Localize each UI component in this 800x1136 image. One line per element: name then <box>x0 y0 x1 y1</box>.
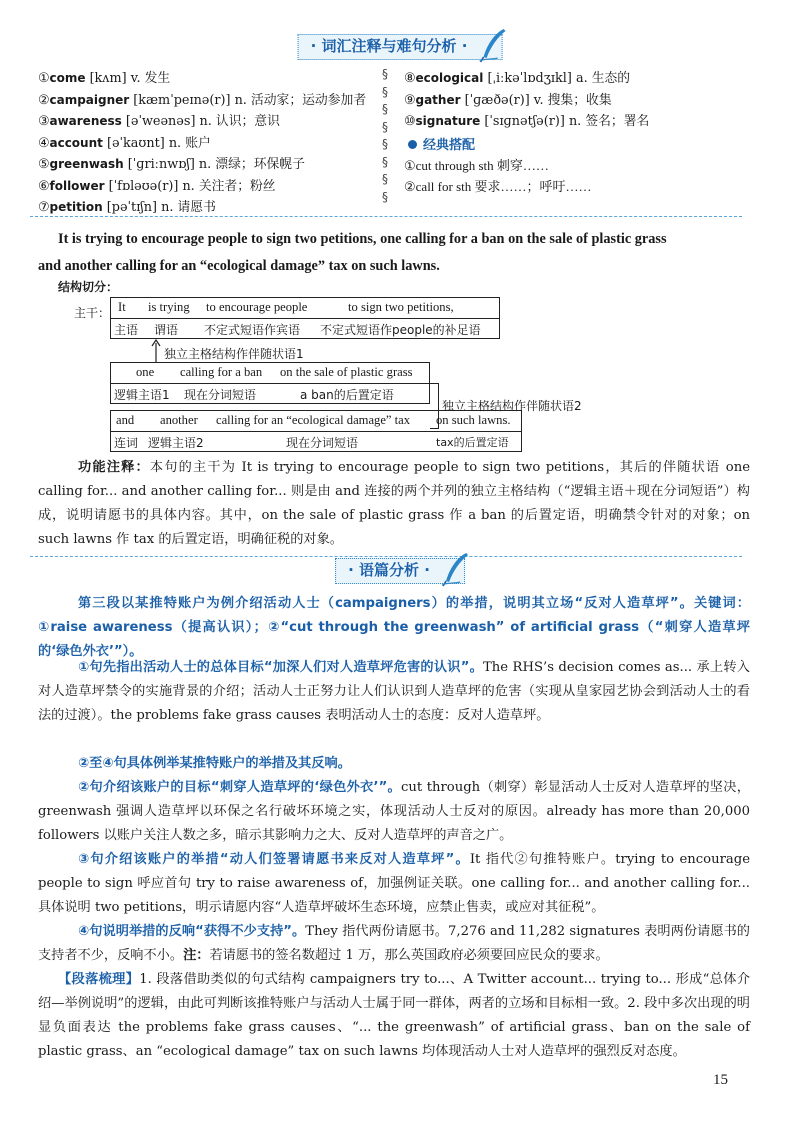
difficult-sentence: It is trying to encourage people to sign two petitions, one calling for a ban on the sale of plastic grass and another calling for an “ecological damage” tax on such lawns. <box>38 231 667 274</box>
vocab-item: ②campaigner [kæmˈpeɪnə(r)] n. 活动家；运动参加者 <box>38 92 367 108</box>
participle-phrase-2-label: 现在分词短语 <box>286 436 359 450</box>
paragraph-summary: 【段落梳理】1. 段落借助类似的句式结构 campaigners try to...、A Twitter account... trying to... 形成“总体介绍—举例说明”的逻辑，由此可判断该推特账户与活动人士属于同一群体，两者的立场和目标相一致。2. 段中多次出现的明显负面表达 the problems fake grass causes、“... the greenwash” of artificial grass、ban on the sale of plastic grass、an “ecological damage” tax on such lawns 均体现活动人士对人造草坪的强烈反对态度。 <box>38 972 751 1059</box>
main-predicate: is trying <box>148 300 190 314</box>
main-predicate-label: 谓语 <box>154 323 179 337</box>
collocation-item: ①cut through sth 刺穿…… <box>404 158 549 173</box>
postmodifier-2-label: tax的后置定语 <box>436 436 509 449</box>
quill-pen-icon <box>477 27 507 63</box>
section-divider <box>30 556 742 557</box>
vocab-item: ①come [kʌm] v. 发生 <box>38 71 171 86</box>
logical-subject-1-label: 逻辑主语1 <box>114 388 170 402</box>
postmodifier-1: on the sale of plastic grass <box>280 365 413 379</box>
main-complement: to sign two petitions, <box>348 300 454 314</box>
analysis-paragraph-4: ③句介绍该账户的举措“动人们签署请愿书来反对人造草坪”。It 指代②句推特账户。trying to encourage people to sign 呼应首句 try to raise awareness of，加强例证关联。one calling for... and another calling for... 具体说明 two petitions，明示请愿内容“人造草坪破坏生态环境，应禁止售卖，或应对其征税”。 <box>38 852 751 915</box>
postmodifier-2: on such lawns. <box>436 413 511 427</box>
absolute-construction-note-2: 独立主格结构作伴随状语2 <box>442 399 582 413</box>
vocab-item: ④account [əˈkaʊnt] n. 账户 <box>38 135 211 151</box>
page-number: 15 <box>713 1072 728 1088</box>
vocab-item: ⑩signature [ˈsɪɡnətʃə(r)] n. 签名；署名 <box>404 114 650 129</box>
structure-heading: 结构切分： <box>58 280 119 294</box>
vocab-section-banner <box>298 34 503 60</box>
logical-subject-1: one <box>136 365 155 379</box>
main-object: to encourage people <box>206 300 308 314</box>
vocab-item: ⑥follower [ˈfɒləʊə(r)] n. 关注者；粉丝 <box>38 178 276 194</box>
collocations-heading: 经典搭配 <box>404 136 754 157</box>
logical-subject-2: another <box>160 413 198 427</box>
vocab-list-right <box>404 68 754 197</box>
conjunction: and <box>116 413 135 427</box>
participle-phrase-1-label: 现在分词短语 <box>184 388 257 402</box>
vocab-item: ③awareness [əˈweənəs] n. 认识；意识 <box>38 114 280 129</box>
discourse-section-title: · 语篇分析 · <box>348 561 430 579</box>
spiral-divider-icon: § § § § § § § § <box>382 67 388 204</box>
quill-pen-icon <box>440 551 470 587</box>
analysis-paragraph-3: ②句介绍该账户的目标“刺穿人造草坪的‘绿色外衣’”。cut through（刺穿）彰显活动人士反对人造草坪的坚决，greenwash 强调人造草坪以环保之名行破坏环境之实，体现活动人士反对的原因。already has more than 20,000 followers 以账户关注人数之多，暗示其影响力之大、反对人造草坪的声音之广。 <box>38 780 750 843</box>
main-clause-label: 主干： <box>74 306 111 320</box>
vocab-item: ⑤greenwash [ˈɡriːnwɒʃ] n. 漂绿；环保幌子 <box>38 157 305 172</box>
participle-phrase-2: calling for an “ecological damage” tax <box>216 413 411 427</box>
bullet-icon <box>408 140 417 149</box>
box-divider <box>110 383 430 384</box>
postmodifier-1-label: a ban的后置定语 <box>300 388 394 402</box>
vocab-item: ⑦petition [pəˈtɪʃn] n. 请愿书 <box>38 200 216 215</box>
up-arrow-icon <box>151 339 161 363</box>
analysis-paragraph-2: ②至④句具体例举某推特账户的举措及其反响。 <box>78 756 351 771</box>
vocab-item: ⑨gather [ˈɡæðə(r)] v. 搜集；收集 <box>404 92 612 108</box>
function-note: 功能注释：本句的主干为 It is trying to encourage people to sign two petitions，其后的伴随状语 one calling for... and another calling for... 则是由 and 连接的两个并列的独立主格结构（“逻辑主语＋现在分词短语”）构成，说明请愿书的具体内容。其中，on the sale of plastic grass 作 a ban 的后置定语，明确禁令针对的对象；on such lawns 作 tax 的后置定语，明确征税的对象。 <box>38 460 750 547</box>
participle-phrase-1: calling for a ban <box>180 365 263 379</box>
conjunction-label: 连词 <box>114 436 139 450</box>
section-divider <box>30 216 742 217</box>
vocab-section-title: · 词汇注释与难句分析 · <box>310 37 468 55</box>
logical-subject-2-label: 逻辑主语2 <box>148 436 204 450</box>
discourse-section-banner <box>335 558 465 584</box>
main-complement-label: 不定式短语作people的补足语 <box>320 323 481 337</box>
main-object-label: 不定式短语作宾语 <box>204 323 301 337</box>
main-subject: It <box>118 300 126 314</box>
vocab-list-left <box>38 68 378 219</box>
box-divider <box>110 318 500 319</box>
analysis-intro: 第三段以某推特账户为例介绍活动人士（campaigners）的举措，说明其立场“反对人造草坪”。关键词：①raise awareness（提高认识）；②“cut through the greenwash” of artificial grass（“刺穿人造草坪的‘绿色外衣’”）。 <box>38 596 750 659</box>
main-subject-label: 主语 <box>114 323 139 337</box>
collocation-item: ②call for sth 要求……；呼吁…… <box>404 178 592 194</box>
vocab-item: ⑧ecological [ˌiːkəˈlɒdʒɪkl] a. 生态的 <box>404 71 631 86</box>
analysis-paragraph-5: ④句说明举措的反响“获得不少支持”。They 指代两份请愿书。7,276 and 11,282 signatures 表明两份请愿书的支持者不少，反响不小。注：若请愿书的签名数超过 1 万，那么英国政府必须要回应民众的要求。 <box>38 924 750 963</box>
box-divider <box>110 431 522 432</box>
analysis-paragraph-1: ①句先指出活动人士的总体目标“加深人们对人造草坪危害的认识”。The RHS’s decision comes as... 承上转入对人造草坪禁令的实施背景的介绍；活动人士正努力让人们认识到人造草坪的危害（实现从皇家园艺协会到活动人士的看法的过渡）。the problems fake grass causes 表明活动人士的态度：反对人造草坪。 <box>38 660 750 723</box>
absolute-construction-note-1: 独立主格结构作伴随状语1 <box>164 347 304 361</box>
